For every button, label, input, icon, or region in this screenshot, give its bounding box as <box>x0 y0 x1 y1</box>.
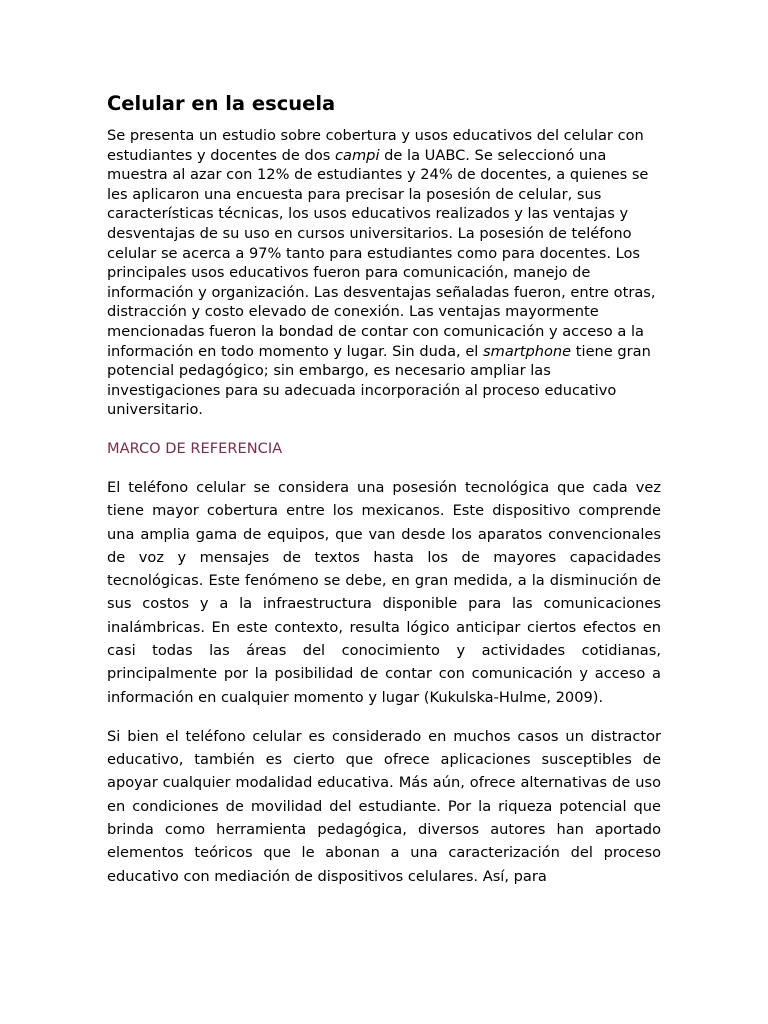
abstract-italic-campi: campi <box>335 146 380 164</box>
abstract-text-part-3: tiene gran potencial pedagógico; sin embargo, es necesario ampliar las investigaciones para su adecuada incorporación al proceso educativo universitario. <box>107 342 651 419</box>
body-paragraph-2: Si bien el teléfono celular es considerado en muchos casos un distractor educativo, también es cierto que ofrece aplicaciones susceptibles de apoyar cualquier modalidad educativa. Más aún, ofrece alternativas de uso en condiciones de movilidad del estudiante. Por la riqueza potencial que brinda como herramienta pedagógica, diversos autores han aportado elementos teóricos que le abonan a una caracterización del proceso educativo con mediación de dispositivos celulares. Así, para <box>107 727 661 885</box>
abstract-italic-smartphone: smartphone <box>483 342 572 360</box>
document-content <box>107 92 661 888</box>
body-paragraph-1: El teléfono celular se considera una posesión tecnológica que cada vez tiene mayor cobertura entre los mexicanos. Este dispositivo comprende una amplia gama de equipos, que van desde los aparatos convencionales de voz y mensajes de textos hasta los de mayores capacidades tecnológicas. Este fenómeno se debe, en gran medida, a la disminución de sus costos y a la infraestructura disponible para las comunicaciones inalámbricas. En este contexto, resulta lógico anticipar ciertos efectos en casi todas las áreas del conocimiento y actividades cotidianas, principalmente por la posibilidad de contar con comunicación y acceso a información en cualquier momento y lugar (Kukulska-Hulme, 2009). <box>107 478 661 706</box>
abstract-text-part-1: Se presenta un estudio sobre cobertura y usos educativos del celular con estudiantes y docentes de dos <box>107 127 644 164</box>
abstract-paragraph <box>107 126 661 420</box>
abstract-text-part-2: de la UABC. Se seleccionó una muestra al azar con 12% de estudiantes y 24% de docentes, a quienes se les aplicaron una encuesta para precisar la posesión de celular, sus características técnicas, los usos educativos realizados y las ventajas y desventajas de su uso en cursos universitarios. La posesión de teléfono celular se acerca a 97% tanto para estudiantes como para docentes. Los principales usos educativos fueron para comunicación, manejo de información y organización. Las desventajas señaladas fueron, entre otras, distracción y costo elevado de conexión. Las ventajas mayormente mencionadas fueron la bondad de contar con comunicación y acceso a la información en todo momento y lugar. Sin duda, el <box>107 146 656 360</box>
document-title: Celular en la escuela <box>107 92 336 115</box>
section-heading: MARCO DE REFERENCIA <box>107 439 283 457</box>
